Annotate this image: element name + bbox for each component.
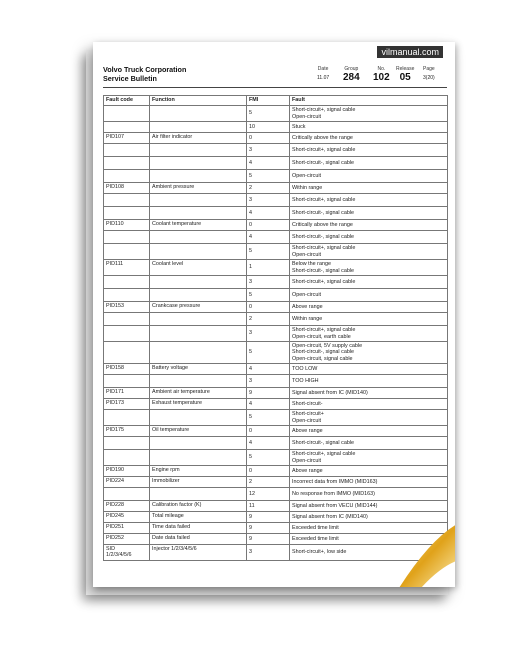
fmi-cell: 4 xyxy=(247,157,290,170)
fmi-cell: 1 xyxy=(247,260,290,276)
document-page xyxy=(93,42,455,587)
table-row xyxy=(104,437,448,450)
fault-code-cell xyxy=(104,122,150,133)
fmi-cell: 4 xyxy=(247,399,290,410)
fault-cell: Below the range Short-circuit-, signal cable xyxy=(290,260,448,276)
fault-code-cell: PID108 xyxy=(104,183,150,194)
fault-code-cell xyxy=(104,437,150,450)
fault-code-cell xyxy=(104,450,150,466)
fault-code-cell xyxy=(104,106,150,122)
fault-code-cell: PID190 xyxy=(104,466,150,477)
fault-code-cell xyxy=(104,194,150,207)
fmi-cell: 3 xyxy=(247,276,290,289)
fault-cell: Within range xyxy=(290,313,448,326)
fault-cell: Short-circuit+, signal cable xyxy=(290,144,448,157)
fault-cell: Short-circuit-, signal cable xyxy=(290,437,448,450)
fault-cell: Stuck xyxy=(290,122,448,133)
fault-cell: Short-circuit+, signal cable Open-circuit xyxy=(290,244,448,260)
fmi-cell: 2 xyxy=(247,477,290,488)
function-cell: Immobilizer xyxy=(150,477,247,488)
table-row xyxy=(104,276,448,289)
fmi-cell: 2 xyxy=(247,183,290,194)
function-cell: Injector 1/2/3/4/5/6 xyxy=(150,545,247,561)
fault-cell: Signal absent from IC (MID140) xyxy=(290,388,448,399)
fmi-cell: 3 xyxy=(247,326,290,342)
table-row xyxy=(104,388,448,399)
fault-cell: Short-circuit+ Open-circuit xyxy=(290,410,448,426)
table-row xyxy=(104,302,448,313)
function-cell xyxy=(150,313,247,326)
function-cell xyxy=(150,276,247,289)
header-fault: Fault xyxy=(290,96,448,106)
fmi-cell: 10 xyxy=(247,122,290,133)
table-row xyxy=(104,399,448,410)
page-curl xyxy=(389,518,455,587)
fault-cell: Within range xyxy=(290,183,448,194)
fmi-cell: 5 xyxy=(247,106,290,122)
fmi-cell: 5 xyxy=(247,289,290,302)
fault-code-cell xyxy=(104,144,150,157)
function-cell: Crankcase pressure xyxy=(150,302,247,313)
fmi-cell: 5 xyxy=(247,450,290,466)
function-cell xyxy=(150,326,247,342)
fmi-cell: 0 xyxy=(247,426,290,437)
fault-cell: Short-circuit-, signal cable xyxy=(290,207,448,220)
fmi-cell: 3 xyxy=(247,194,290,207)
fault-cell: Short-circuit+, signal cable Open-circuit, earth cable xyxy=(290,326,448,342)
table-row xyxy=(104,157,448,170)
fault-cell: TOO HIGH xyxy=(290,375,448,388)
fault-code-cell: PID224 xyxy=(104,477,150,488)
fmi-cell: 5 xyxy=(247,170,290,183)
fmi-cell: 4 xyxy=(247,231,290,244)
table-row xyxy=(104,289,448,302)
function-cell xyxy=(150,410,247,426)
fault-code-cell xyxy=(104,342,150,364)
table-row xyxy=(104,194,448,207)
number-value: 102 xyxy=(373,72,390,83)
fault-code-cell xyxy=(104,170,150,183)
function-cell xyxy=(150,106,247,122)
table-row xyxy=(104,501,448,512)
fault-code-cell xyxy=(104,410,150,426)
function-cell: Date data failed xyxy=(150,534,247,545)
fault-code-cell: PID111 xyxy=(104,260,150,276)
fmi-cell: 5 xyxy=(247,342,290,364)
fault-cell: Short-circuit- xyxy=(290,399,448,410)
fault-cell: Critically above the range xyxy=(290,220,448,231)
fault-cell: Open-circuit xyxy=(290,289,448,302)
fault-cell: Above range xyxy=(290,466,448,477)
function-cell xyxy=(150,194,247,207)
function-cell: Engine rpm xyxy=(150,466,247,477)
header-divider xyxy=(103,87,447,88)
fault-cell: Above range xyxy=(290,426,448,437)
fault-code-cell xyxy=(104,207,150,220)
table-row xyxy=(104,183,448,194)
fmi-cell: 0 xyxy=(247,302,290,313)
fault-code-cell: PID171 xyxy=(104,388,150,399)
fault-code-cell: PID173 xyxy=(104,399,150,410)
header-fault-code: Fault code xyxy=(104,96,150,106)
function-cell: Air filter indicator xyxy=(150,133,247,144)
fmi-cell: 3 xyxy=(247,545,290,561)
fault-cell: Signal absent from IC (MID140) xyxy=(290,512,448,523)
fault-cell: Open-circuit xyxy=(290,170,448,183)
fault-cell: TOO LOW xyxy=(290,364,448,375)
fault-code-cell: SID 1/2/3/4/5/6 xyxy=(104,545,150,561)
fmi-cell: 0 xyxy=(247,133,290,144)
fault-code-cell xyxy=(104,375,150,388)
fmi-cell: 9 xyxy=(247,523,290,534)
function-cell: Ambient pressure xyxy=(150,183,247,194)
fmi-cell: 5 xyxy=(247,244,290,260)
function-cell: Coolant temperature xyxy=(150,220,247,231)
fault-code-cell: PID110 xyxy=(104,220,150,231)
table-header-row xyxy=(104,96,448,106)
fault-code-table xyxy=(103,95,448,561)
fault-code-cell: PID228 xyxy=(104,501,150,512)
fault-code-cell xyxy=(104,157,150,170)
fault-cell: Above range xyxy=(290,302,448,313)
fmi-cell: 0 xyxy=(247,466,290,477)
fault-code-cell xyxy=(104,276,150,289)
fault-code-cell: PID251 xyxy=(104,523,150,534)
function-cell: Total mileage xyxy=(150,512,247,523)
fmi-cell: 11 xyxy=(247,501,290,512)
fault-code-cell: PID252 xyxy=(104,534,150,545)
watermark: vilmanual.com xyxy=(377,46,443,58)
fault-code-cell: PID158 xyxy=(104,364,150,375)
header-fmi: FMI xyxy=(247,96,290,106)
fmi-cell: 9 xyxy=(247,512,290,523)
function-cell: Coolant level xyxy=(150,260,247,276)
table-row xyxy=(104,220,448,231)
function-cell: Calibration factor (K) xyxy=(150,501,247,512)
company-name: Volvo Truck Corporation xyxy=(103,65,187,74)
function-cell xyxy=(150,375,247,388)
fault-cell: Short-circuit-, signal cable xyxy=(290,157,448,170)
page-label: Page xyxy=(423,66,435,72)
fault-cell: Short-circuit+, low side xyxy=(290,545,448,561)
function-cell xyxy=(150,342,247,364)
number-label: No. xyxy=(377,66,386,72)
table-row xyxy=(104,364,448,375)
fault-code-cell xyxy=(104,289,150,302)
fault-cell: Short-circuit+, signal cable Open-circuit xyxy=(290,106,448,122)
document-header xyxy=(103,66,186,83)
fault-cell: Short-circuit-, signal cable xyxy=(290,231,448,244)
function-cell xyxy=(150,437,247,450)
release-label: Release xyxy=(396,66,415,72)
fault-code-cell xyxy=(104,244,150,260)
table-row xyxy=(104,342,448,364)
fault-code-cell: PID245 xyxy=(104,512,150,523)
fmi-cell: 3 xyxy=(247,375,290,388)
function-cell: Battery voltage xyxy=(150,364,247,375)
table-row xyxy=(104,170,448,183)
table-row xyxy=(104,477,448,488)
table-row xyxy=(104,106,448,122)
table-row xyxy=(104,466,448,477)
function-cell xyxy=(150,157,247,170)
table-row xyxy=(104,450,448,466)
fmi-cell: 4 xyxy=(247,437,290,450)
date-value: 11.07 xyxy=(317,75,330,81)
fault-code-cell xyxy=(104,326,150,342)
group-meta xyxy=(343,66,360,83)
table-row xyxy=(104,488,448,501)
table-row xyxy=(104,244,448,260)
function-cell xyxy=(150,231,247,244)
table-row xyxy=(104,326,448,342)
fmi-cell: 9 xyxy=(247,534,290,545)
fault-cell: Short-circuit+, signal cable xyxy=(290,276,448,289)
fault-code-cell xyxy=(104,488,150,501)
fault-code-cell: PID107 xyxy=(104,133,150,144)
group-label: Group xyxy=(344,66,359,72)
function-cell xyxy=(150,289,247,302)
table-row xyxy=(104,207,448,220)
function-cell: Time data failed xyxy=(150,523,247,534)
function-cell: Exhaust temperature xyxy=(150,399,247,410)
fmi-cell: 4 xyxy=(247,207,290,220)
group-value: 284 xyxy=(343,72,360,83)
fault-cell: Signal absent from VECU (MID144) xyxy=(290,501,448,512)
function-cell: Ambient air temperature xyxy=(150,388,247,399)
function-cell xyxy=(150,244,247,260)
date-label: Date xyxy=(317,66,329,72)
fault-code-cell xyxy=(104,231,150,244)
fault-code-cell: PID153 xyxy=(104,302,150,313)
function-cell xyxy=(150,488,247,501)
fault-cell: Short-circuit+, signal cable xyxy=(290,194,448,207)
fault-code-cell: PID175 xyxy=(104,426,150,437)
fault-cell: Open-circuit, 5V supply cable Short-circuit-, signal cable Open-circuit, signal cable xyxy=(290,342,448,364)
function-cell xyxy=(150,450,247,466)
fmi-cell: 4 xyxy=(247,364,290,375)
fault-cell: Exceeded time limit xyxy=(290,523,448,534)
fault-cell: No response from IMMO (MID163) xyxy=(290,488,448,501)
function-cell xyxy=(150,170,247,183)
header-function: Function xyxy=(150,96,247,106)
fault-cell: Incorrect data from IMMO (MID163) xyxy=(290,477,448,488)
fmi-cell: 0 xyxy=(247,220,290,231)
table-row xyxy=(104,231,448,244)
release-value: 05 xyxy=(399,72,411,83)
table-body xyxy=(104,106,448,561)
page-value: 3(20) xyxy=(423,75,435,81)
fmi-cell: 5 xyxy=(247,410,290,426)
function-cell xyxy=(150,122,247,133)
release-meta xyxy=(396,66,414,83)
fault-cell: Critically above the range xyxy=(290,133,448,144)
fmi-cell: 3 xyxy=(247,144,290,157)
table-row xyxy=(104,313,448,326)
fault-code-cell xyxy=(104,313,150,326)
function-cell xyxy=(150,207,247,220)
table-row xyxy=(104,144,448,157)
page-meta xyxy=(423,66,435,81)
fmi-cell: 9 xyxy=(247,388,290,399)
fault-cell: Short-circuit+, signal cable Open-circuit xyxy=(290,450,448,466)
table-row xyxy=(104,122,448,133)
date-meta xyxy=(317,66,329,81)
document-type: Service Bulletin xyxy=(103,73,157,83)
function-cell xyxy=(150,144,247,157)
table-row xyxy=(104,133,448,144)
fault-cell: Exceeded time limit xyxy=(290,534,448,545)
number-meta xyxy=(373,66,390,83)
fmi-cell: 2 xyxy=(247,313,290,326)
function-cell: Oil temperature xyxy=(150,426,247,437)
table-row xyxy=(104,260,448,276)
table-row xyxy=(104,410,448,426)
fmi-cell: 12 xyxy=(247,488,290,501)
table-row xyxy=(104,375,448,388)
table-row xyxy=(104,426,448,437)
